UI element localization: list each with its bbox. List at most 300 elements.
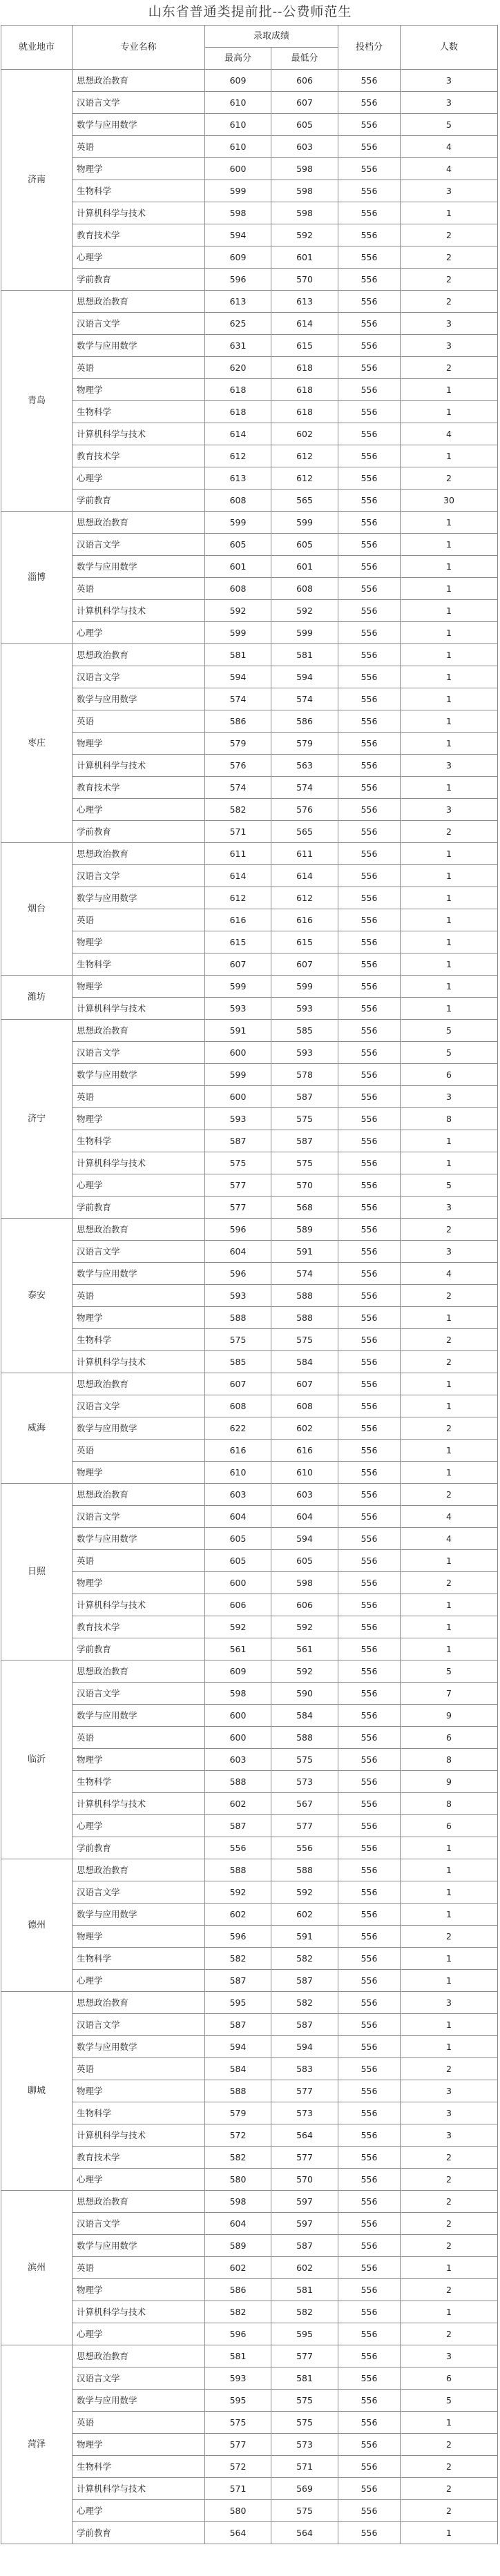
count-cell: 2 [401,2235,498,2257]
count-cell: 5 [401,1660,498,1683]
major-cell: 汉语言文学 [73,1241,205,1263]
table-row [1,379,498,401]
lowest-cell: 591 [271,1926,338,1948]
count-cell: 1 [401,534,498,556]
city-cell: 聊城 [1,1992,73,2191]
lowest-cell: 618 [271,379,338,401]
count-cell: 6 [401,1727,498,1749]
city-cell: 济南 [1,70,73,291]
highest-cell: 588 [205,1771,271,1793]
count-cell: 1 [401,401,498,423]
major-cell: 数学与应用数学 [73,2390,205,2412]
highest-cell: 594 [205,2036,271,2058]
line-cell: 556 [338,1263,401,1285]
count-cell: 1 [401,1638,498,1660]
table-row [1,1970,498,1992]
lowest-cell: 556 [271,1837,338,1859]
lowest-cell: 567 [271,1793,338,1815]
table-row [1,931,498,953]
highest-cell: 616 [205,1440,271,1462]
line-cell: 556 [338,622,401,644]
highest-cell: 579 [205,733,271,755]
lowest-cell: 604 [271,1506,338,1528]
city-cell: 德州 [1,1859,73,1992]
count-cell: 2 [401,1484,498,1506]
major-cell: 英语 [73,1440,205,1462]
major-cell: 物理学 [73,2434,205,2456]
lowest-cell: 592 [271,1660,338,1683]
line-cell: 556 [338,865,401,887]
header-score-group: 录取成绩 [205,26,338,48]
highest-cell: 607 [205,953,271,976]
line-cell: 556 [338,1815,401,1837]
line-cell: 556 [338,1219,401,1241]
count-cell: 2 [401,2058,498,2080]
lowest-cell: 577 [271,2147,338,2169]
major-cell: 英语 [73,1086,205,1108]
count-cell: 3 [401,1241,498,1263]
major-cell: 计算机科学与技术 [73,2301,205,2323]
lowest-cell: 612 [271,445,338,467]
header-highest: 最高分 [205,48,271,70]
lowest-cell: 591 [271,1241,338,1263]
line-cell: 556 [338,2367,401,2390]
line-cell: 556 [338,1970,401,1992]
count-cell: 4 [401,1506,498,1528]
lowest-cell: 577 [271,1815,338,1837]
major-cell: 思想政治教育 [73,2345,205,2367]
table-row [1,799,498,821]
lowest-cell: 588 [271,1727,338,1749]
major-cell: 物理学 [73,1926,205,1948]
line-cell: 556 [338,998,401,1020]
line-cell: 556 [338,1948,401,1970]
major-cell: 汉语言文学 [73,1881,205,1904]
table-row [1,2213,498,2235]
count-cell: 1 [401,1130,498,1152]
line-cell: 556 [338,1108,401,1130]
line-cell: 556 [338,2058,401,2080]
highest-cell: 610 [205,136,271,158]
count-cell: 2 [401,2279,498,2301]
table-row [1,224,498,246]
count-cell: 3 [401,2345,498,2367]
major-cell: 物理学 [73,1462,205,1484]
line-cell: 556 [338,1373,401,1395]
highest-cell: 582 [205,2301,271,2323]
table-row [1,1705,498,1727]
table-row [1,357,498,379]
major-cell: 计算机科学与技术 [73,202,205,224]
table-row [1,1859,498,1881]
count-cell: 1 [401,887,498,909]
lowest-cell: 587 [271,2235,338,2257]
city-cell: 潍坊 [1,976,73,1020]
table-row [1,2191,498,2213]
major-cell: 英语 [73,578,205,600]
line-cell: 556 [338,2102,401,2124]
table-row [1,1130,498,1152]
table-row [1,865,498,887]
highest-cell: 609 [205,246,271,269]
table-row [1,733,498,755]
line-cell: 556 [338,1307,401,1329]
highest-cell: 575 [205,2412,271,2434]
major-cell: 生物科学 [73,1948,205,1970]
line-cell: 556 [338,1705,401,1727]
count-cell: 1 [401,1859,498,1881]
line-cell: 556 [338,2235,401,2257]
table-row [1,1373,498,1395]
line-cell: 556 [338,1594,401,1616]
highest-cell: 588 [205,1859,271,1881]
lowest-cell: 607 [271,953,338,976]
lowest-cell: 592 [271,1616,338,1638]
count-cell: 2 [401,2191,498,2213]
line-cell: 556 [338,2301,401,2323]
table-row [1,909,498,931]
lowest-cell: 582 [271,1992,338,2014]
table-row [1,578,498,600]
table-row [1,755,498,777]
major-cell: 学前教育 [73,821,205,843]
major-cell: 生物科学 [73,1771,205,1793]
major-cell: 物理学 [73,1749,205,1771]
highest-cell: 595 [205,1992,271,2014]
table-row [1,2102,498,2124]
highest-cell: 592 [205,1881,271,1904]
highest-cell: 616 [205,909,271,931]
line-cell: 556 [338,269,401,291]
count-cell: 1 [401,600,498,622]
count-cell: 1 [401,1550,498,1572]
line-cell: 556 [338,1241,401,1263]
count-cell: 8 [401,1108,498,1130]
major-cell: 心理学 [73,2500,205,2522]
lowest-cell: 605 [271,114,338,136]
line-cell: 556 [338,291,401,313]
count-cell: 2 [401,291,498,313]
header-major: 专业名称 [73,26,205,70]
highest-cell: 603 [205,1749,271,1771]
table-row [1,2169,498,2191]
line-cell: 556 [338,1881,401,1904]
major-cell: 数学与应用数学 [73,1064,205,1086]
major-cell: 物理学 [73,1307,205,1329]
major-cell: 数学与应用数学 [73,556,205,578]
major-cell: 汉语言文学 [73,865,205,887]
count-cell: 5 [401,1174,498,1197]
table-row [1,269,498,291]
count-cell: 1 [401,1440,498,1462]
highest-cell: 604 [205,1241,271,1263]
line-cell: 556 [338,92,401,114]
highest-cell: 592 [205,600,271,622]
table-row [1,2301,498,2323]
lowest-cell: 571 [271,2456,338,2478]
count-cell: 1 [401,909,498,931]
count-cell: 1 [401,2522,498,2544]
lowest-cell: 587 [271,1086,338,1108]
table-row [1,2058,498,2080]
line-cell: 556 [338,710,401,733]
highest-cell: 620 [205,357,271,379]
table-row [1,1638,498,1660]
major-cell: 数学与应用数学 [73,1263,205,1285]
highest-cell: 625 [205,313,271,335]
major-cell: 思想政治教育 [73,1373,205,1395]
line-cell: 556 [338,1550,401,1572]
table-row [1,92,498,114]
highest-cell: 600 [205,1727,271,1749]
count-cell: 1 [401,202,498,224]
count-cell: 1 [401,1881,498,1904]
count-cell: 1 [401,379,498,401]
highest-cell: 572 [205,2456,271,2478]
line-cell: 556 [338,401,401,423]
header-city: 就业地市 [1,26,73,70]
highest-cell: 596 [205,1263,271,1285]
count-cell: 2 [401,2213,498,2235]
table-row [1,556,498,578]
lowest-cell: 581 [271,2367,338,2390]
count-cell: 1 [401,777,498,799]
major-cell: 数学与应用数学 [73,2036,205,2058]
major-cell: 汉语言文学 [73,534,205,556]
major-cell: 教育技术学 [73,1616,205,1638]
count-cell: 9 [401,1771,498,1793]
line-cell: 556 [338,180,401,202]
major-cell: 数学与应用数学 [73,1705,205,1727]
major-cell: 计算机科学与技术 [73,1793,205,1815]
count-cell: 3 [401,180,498,202]
table-row [1,1727,498,1749]
count-cell: 2 [401,1351,498,1373]
count-cell: 3 [401,1197,498,1219]
count-cell: 4 [401,158,498,180]
table-row [1,1351,498,1373]
major-cell: 学前教育 [73,2522,205,2544]
highest-cell: 608 [205,578,271,600]
highest-cell: 599 [205,512,271,534]
line-cell: 556 [338,1042,401,1064]
count-cell: 1 [401,1837,498,1859]
line-cell: 556 [338,2147,401,2169]
major-cell: 英语 [73,909,205,931]
highest-cell: 605 [205,534,271,556]
line-cell: 556 [338,2036,401,2058]
header-count: 人数 [401,26,498,70]
table-row [1,600,498,622]
lowest-cell: 570 [271,269,338,291]
lowest-cell: 564 [271,2522,338,2544]
major-cell: 心理学 [73,246,205,269]
lowest-cell: 578 [271,1064,338,1086]
line-cell: 556 [338,246,401,269]
lowest-cell: 603 [271,1484,338,1506]
major-cell: 心理学 [73,799,205,821]
line-cell: 556 [338,1329,401,1351]
line-cell: 556 [338,534,401,556]
count-cell: 1 [401,976,498,998]
major-cell: 计算机科学与技术 [73,755,205,777]
highest-cell: 600 [205,158,271,180]
table-row [1,2257,498,2279]
major-cell: 思想政治教育 [73,1859,205,1881]
major-cell: 计算机科学与技术 [73,600,205,622]
lowest-cell: 575 [271,1152,338,1174]
highest-cell: 577 [205,2434,271,2456]
lowest-cell: 614 [271,313,338,335]
count-cell: 6 [401,1064,498,1086]
major-cell: 生物科学 [73,2102,205,2124]
major-cell: 物理学 [73,976,205,998]
highest-cell: 594 [205,666,271,688]
line-cell: 556 [338,644,401,666]
table-row [1,843,498,865]
count-cell: 30 [401,490,498,512]
table-body [1,70,498,2544]
table-row [1,2235,498,2257]
lowest-cell: 573 [271,2434,338,2456]
highest-cell: 598 [205,2191,271,2213]
table-row [1,1064,498,1086]
major-cell: 英语 [73,2412,205,2434]
table-row [1,512,498,534]
count-cell: 1 [401,1373,498,1395]
table-row [1,1616,498,1638]
lowest-cell: 588 [271,1285,338,1307]
count-cell: 2 [401,2478,498,2500]
city-cell: 日照 [1,1484,73,1660]
major-cell: 心理学 [73,2323,205,2345]
line-cell: 556 [338,2080,401,2102]
major-cell: 计算机科学与技术 [73,1594,205,1616]
line-cell: 556 [338,843,401,865]
highest-cell: 612 [205,887,271,909]
major-cell: 计算机科学与技术 [73,1152,205,1174]
highest-cell: 574 [205,777,271,799]
major-cell: 汉语言文学 [73,1042,205,1064]
highest-cell: 587 [205,1815,271,1837]
major-cell: 心理学 [73,467,205,490]
highest-cell: 561 [205,1638,271,1660]
highest-cell: 613 [205,291,271,313]
line-cell: 556 [338,1638,401,1660]
table-row [1,1550,498,1572]
line-cell: 556 [338,1086,401,1108]
major-cell: 数学与应用数学 [73,114,205,136]
lowest-cell: 583 [271,2058,338,2080]
table-row [1,1926,498,1948]
highest-cell: 571 [205,2478,271,2500]
count-cell: 1 [401,865,498,887]
count-cell: 1 [401,1904,498,1926]
major-cell: 心理学 [73,1815,205,1837]
lowest-cell: 584 [271,1705,338,1727]
line-cell: 556 [338,1859,401,1881]
major-cell: 教育技术学 [73,224,205,246]
line-cell: 556 [338,202,401,224]
highest-cell: 575 [205,1152,271,1174]
highest-cell: 594 [205,224,271,246]
highest-cell: 580 [205,2169,271,2191]
count-cell: 2 [401,246,498,269]
header-lowest: 最低分 [271,48,338,70]
line-cell: 556 [338,335,401,357]
line-cell: 556 [338,445,401,467]
table-row [1,1837,498,1859]
major-cell: 思想政治教育 [73,2191,205,2213]
highest-cell: 600 [205,1086,271,1108]
line-cell: 556 [338,379,401,401]
table-row [1,2456,498,2478]
line-cell: 556 [338,976,401,998]
table-row [1,710,498,733]
count-cell: 8 [401,1749,498,1771]
highest-cell: 556 [205,1837,271,1859]
table-row [1,1793,498,1815]
count-cell: 1 [401,1616,498,1638]
count-cell: 5 [401,1042,498,1064]
count-cell: 8 [401,1793,498,1815]
lowest-cell: 613 [271,291,338,313]
count-cell: 1 [401,445,498,467]
count-cell: 3 [401,1992,498,2014]
lowest-cell: 598 [271,202,338,224]
count-cell: 1 [401,666,498,688]
lowest-cell: 581 [271,2279,338,2301]
line-cell: 556 [338,114,401,136]
line-cell: 556 [338,1152,401,1174]
major-cell: 思想政治教育 [73,291,205,313]
lowest-cell: 616 [271,909,338,931]
line-cell: 556 [338,1506,401,1528]
line-cell: 556 [338,2213,401,2235]
table-row [1,2412,498,2434]
highest-cell: 603 [205,1484,271,1506]
line-cell: 556 [338,158,401,180]
table-row [1,2036,498,2058]
highest-cell: 613 [205,467,271,490]
highest-cell: 586 [205,2279,271,2301]
highest-cell: 614 [205,423,271,445]
lowest-cell: 590 [271,1683,338,1705]
table-row [1,2345,498,2367]
major-cell: 思想政治教育 [73,1992,205,2014]
table-row [1,666,498,688]
lowest-cell: 594 [271,666,338,688]
major-cell: 教育技术学 [73,2147,205,2169]
count-cell: 3 [401,2080,498,2102]
count-cell: 4 [401,1263,498,1285]
line-cell: 556 [338,1417,401,1440]
major-cell: 汉语言文学 [73,2367,205,2390]
major-cell: 物理学 [73,2279,205,2301]
count-cell: 2 [401,1572,498,1594]
table-row [1,1241,498,1263]
table-row [1,136,498,158]
count-cell: 1 [401,2412,498,2434]
lowest-cell: 606 [271,1594,338,1616]
line-cell: 556 [338,1749,401,1771]
table-row [1,1219,498,1241]
major-cell: 思想政治教育 [73,1020,205,1042]
lowest-cell: 582 [271,1948,338,1970]
table-row [1,1484,498,1506]
line-cell: 556 [338,1462,401,1484]
line-cell: 556 [338,2323,401,2345]
